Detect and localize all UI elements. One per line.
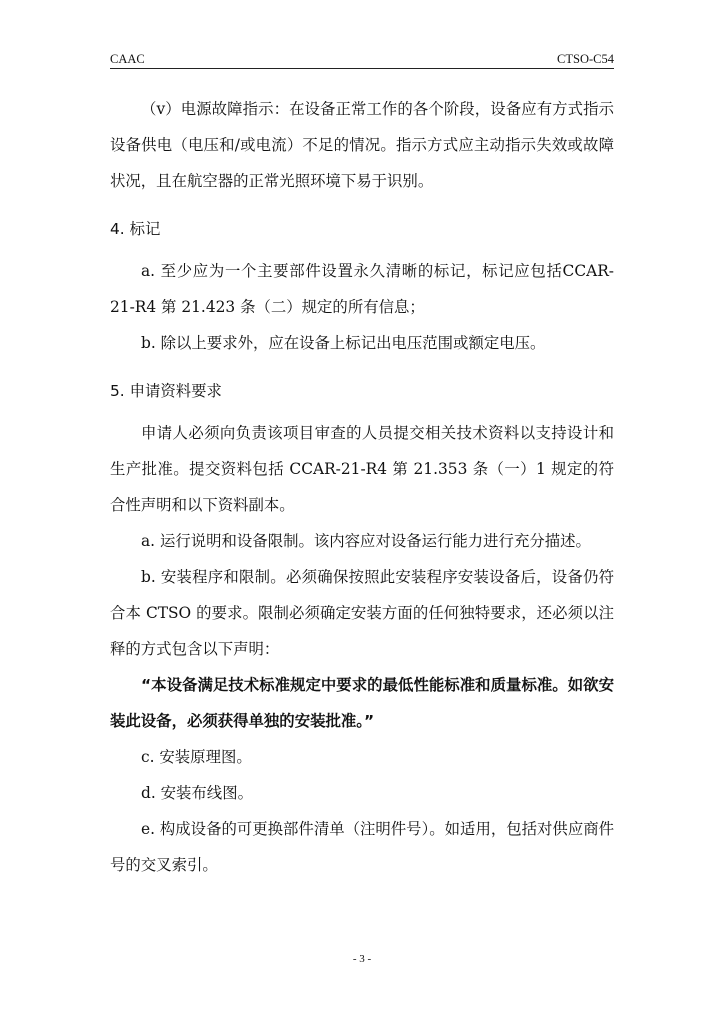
- sec5-quote: “本设备满足技术标准规定中要求的最低性能标准和质量标准。如欲安装此设备，必须获得单独的安装批准。”: [110, 676, 614, 730]
- paragraph-power-failure: （v）电源故障指示：在设备正常工作的各个阶段，设备应有方式指示设备供电（电压和/或电流）不足的情况。指示方式应主动指示失效或故障状况，且在航空器的正常光照环境下易于识别。: [110, 100, 614, 190]
- section-5-heading: 5. 申请资料要求: [110, 382, 222, 400]
- header-right: CTSO-C54: [557, 52, 614, 66]
- section-4-heading: 4. 标记: [110, 220, 161, 238]
- sec5-item-b: b. 安装程序和限制。必须确保按照此安装程序安装设备后，设备仍符合本 CTSO 的要求。限制必须确定安装方面的任何独特要求，还必须以注释的方式包含以下声明：: [110, 568, 614, 658]
- document-body: [110, 91, 614, 883]
- sec5-item-a: a. 运行说明和设备限制。该内容应对设备运行能力进行充分描述。: [141, 532, 591, 550]
- page-header: [110, 52, 614, 69]
- sec4-item-b: b. 除以上要求外，应在设备上标记出电压范围或额定电压。: [141, 334, 546, 352]
- sec5-item-e: e. 构成设备的可更换部件清单（注明件号）。如适用，包括对供应商件号的交叉索引。: [110, 820, 614, 874]
- header-left: CAAC: [110, 52, 145, 66]
- sec5-intro: 申请人必须向负责该项目审查的人员提交相关技术资料以支持设计和生产批准。提交资料包括 CCAR-21-R4 第 21.353 条（一）1 规定的符合性声明和以下资料副本。: [110, 424, 614, 514]
- page-number: - 3 -: [352, 953, 372, 965]
- sec5-item-c: c. 安装原理图。: [141, 748, 252, 766]
- sec5-item-d: d. 安装布线图。: [141, 784, 253, 802]
- sec4-item-a: a. 至少应为一个主要部件设置永久清晰的标记，标记应包括CCAR-21-R4 第 21.423 条（二）规定的所有信息；: [110, 262, 614, 316]
